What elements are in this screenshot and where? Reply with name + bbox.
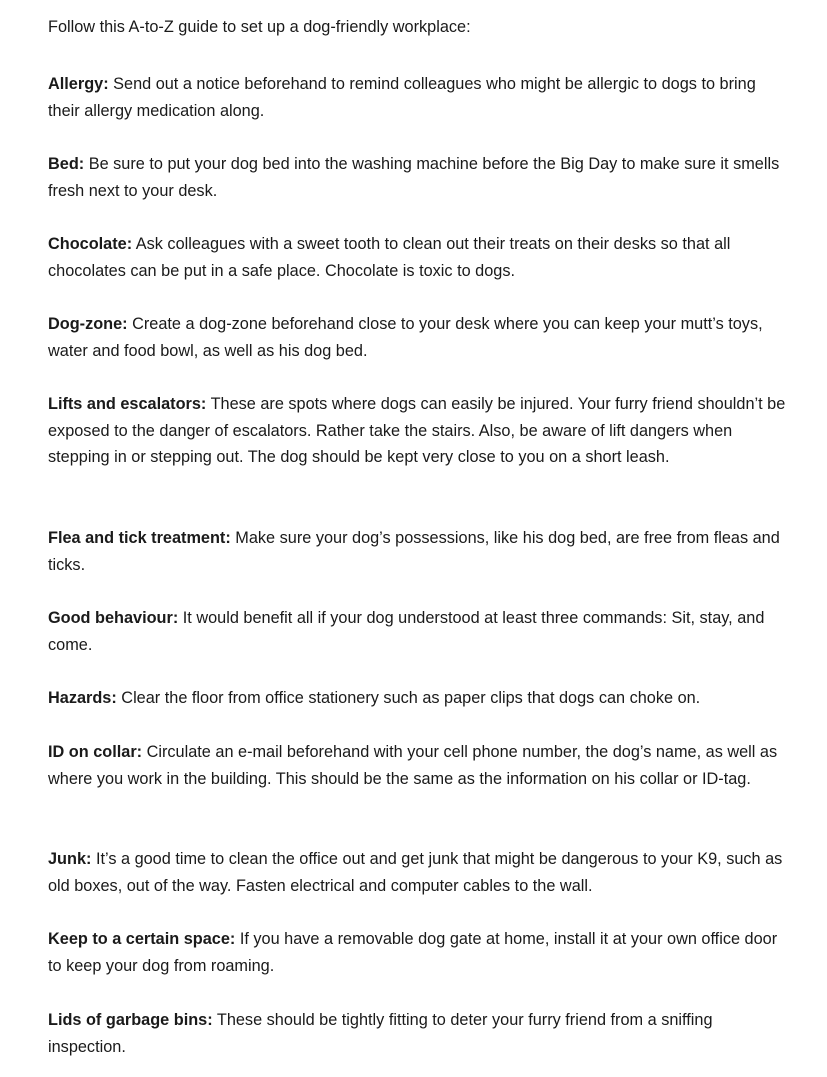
- guide-entry-junk: [48, 846, 788, 899]
- guide-entry-chocolate: [48, 231, 788, 284]
- guide-entry-lids: [48, 1007, 788, 1060]
- entry-term: Flea and tick treatment:: [48, 529, 231, 547]
- entry-term: Keep to a certain space:: [48, 930, 236, 948]
- entry-term: ID on collar:: [48, 743, 143, 761]
- entry-text: Be sure to put your dog bed into the washing machine before the Big Day to make sure it smells fresh next to your desk.: [48, 155, 780, 200]
- entry-text: Make sure your dog’s possessions, like his dog bed, are free from fleas and ticks.: [48, 529, 780, 574]
- entry-term: Bed:: [48, 155, 85, 173]
- guide-entry-flea: [48, 525, 788, 578]
- guide-entry-dog-zone: [48, 311, 788, 364]
- entry-text: Send out a notice beforehand to remind colleagues who might be allergic to dogs to bring their allergy medication along.: [48, 75, 756, 120]
- guide-entry-good-behaviour: [48, 605, 788, 658]
- guide-entry-allergy: [48, 71, 788, 124]
- guide-entry-keep-space: [48, 926, 788, 979]
- guide-entry-bed: [48, 151, 788, 204]
- entry-term: Dog-zone:: [48, 315, 128, 333]
- guide-entry-id-on-collar: [48, 739, 788, 792]
- entry-text: It would benefit all if your dog understood at least three commands: Sit, stay, and come.: [48, 609, 765, 654]
- entry-term: Chocolate:: [48, 235, 133, 253]
- entry-text: If you have a removable dog gate at home, install it at your own office door to keep your dog from roaming.: [48, 930, 778, 975]
- entry-text: It’s a good time to clean the office out and get junk that might be dangerous to your K9, such as old boxes, out of the way. Fasten electrical and computer cables to the wall.: [48, 850, 783, 895]
- entry-text: Circulate an e-mail beforehand with your cell phone number, the dog’s name, as well as where you work in the building. This should be the same as the information on his collar or ID-tag.: [48, 743, 778, 788]
- entry-text: Create a dog-zone beforehand close to your desk where you can keep your mutt’s toys, water and food bowl, as well as his dog bed.: [48, 315, 763, 360]
- guide-document: [48, 14, 788, 1056]
- guide-entry-lifts: [48, 391, 788, 471]
- entry-term: Junk:: [48, 850, 92, 868]
- entry-text: Ask colleagues with a sweet tooth to clean out their treats on their desks so that all chocolates can be put in a safe place. Chocolate is toxic to dogs.: [48, 235, 731, 280]
- guide-entry-hazards: [48, 685, 700, 712]
- entry-term: Lifts and escalators:: [48, 395, 207, 413]
- entry-term: Allergy:: [48, 75, 109, 93]
- entry-text: These are spots where dogs can easily be injured. Your furry friend shouldn’t be exposed to the danger of escalators. Rather take the stairs. Also, be aware of lift dangers when stepping in or stepping out. The dog should be kept very close to you on a short leash.: [48, 395, 786, 466]
- intro-text: Follow this A-to-Z guide to set up a dog-friendly workplace:: [48, 18, 471, 36]
- entry-text: These should be tightly fitting to deter your furry friend from a sniffing inspection.: [48, 1011, 713, 1056]
- entry-term: Good behaviour:: [48, 609, 179, 627]
- entry-text: Clear the floor from office stationery such as paper clips that dogs can choke on.: [116, 689, 701, 707]
- entry-term: Hazards:: [48, 689, 117, 707]
- entry-term: Lids of garbage bins:: [48, 1011, 213, 1029]
